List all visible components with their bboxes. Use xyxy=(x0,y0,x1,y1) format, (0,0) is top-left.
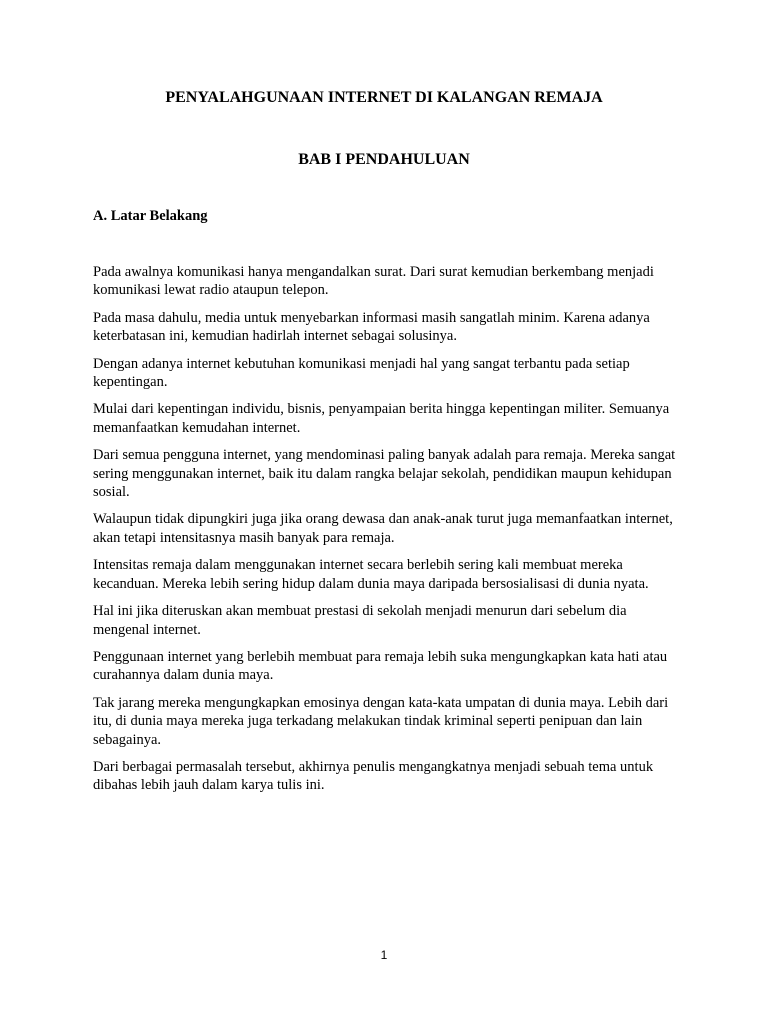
paragraph: Hal ini jika diteruskan akan membuat prestasi di sekolah menjadi menurun dari sebelum dia mengenal internet. xyxy=(93,603,627,638)
paragraph: Pada awalnya komunikasi hanya mengandalkan surat. Dari surat kemudian berkembang menjadi komunikasi lewat radio ataupun telepon. xyxy=(93,264,654,299)
document-title: PENYALAHGUNAAN INTERNET DI KALANGAN REMAJA xyxy=(165,89,603,106)
paragraph: Penggunaan internet yang berlebih membuat para remaja lebih suka mengungkapkan kata hati atau curahannya dalam dunia maya. xyxy=(93,648,668,684)
paragraph: Tak jarang mereka mengungkapkan emosinya dengan kata-kata umpatan di dunia maya. Lebih dari itu, di dunia maya mereka juga terkadang melakukan tindak kriminal seperti penipuan dan lain sebagainya. xyxy=(93,694,669,748)
paragraph: Dengan adanya internet kebutuhan komunikasi menjadi hal yang sangat terbantu pada setiap kepentingan. xyxy=(93,355,630,391)
chapter-title: BAB I PENDAHULUAN xyxy=(298,151,470,168)
paragraph: Dari berbagai permasalah tersebut, akhirnya penulis mengangkatnya menjadi sebuah tema untuk dibahas lebih jauh dalam karya tulis ini. xyxy=(93,758,654,794)
paragraph: Dari semua pengguna internet, yang mendominasi paling banyak adalah para remaja. Mereka sangat sering menggunakan internet, baik itu dalam rangka belajar sekolah, pendidikan maupun kehidupan sosial. xyxy=(93,447,676,501)
page-number: 1 xyxy=(380,948,388,962)
paragraph: Walaupun tidak dipungkiri juga jika orang dewasa dan anak-anak turut juga memanfaatkan internet, akan tetapi intensitasnya masih banyak para remaja. xyxy=(93,511,673,546)
section-heading: A. Latar Belakang xyxy=(93,208,208,224)
paragraph: Pada masa dahulu, media untuk menyebarkan informasi masih sangatlah minim. Karena adanya keterbatasan ini, kemudian hadirlah internet sebagai solusinya. xyxy=(93,309,650,345)
paragraph: Mulai dari kepentingan individu, bisnis, penyampaian berita hingga kepentingan militer. Semuanya memanfaatkan kemudahan internet. xyxy=(93,401,670,436)
paragraph: Intensitas remaja dalam menggunakan internet secara berlebih sering kali membuat mereka kecanduan. Mereka lebih sering hidup dalam dunia maya daripada bersosialisasi di dunia nyata. xyxy=(93,557,649,592)
body-text xyxy=(93,263,678,804)
